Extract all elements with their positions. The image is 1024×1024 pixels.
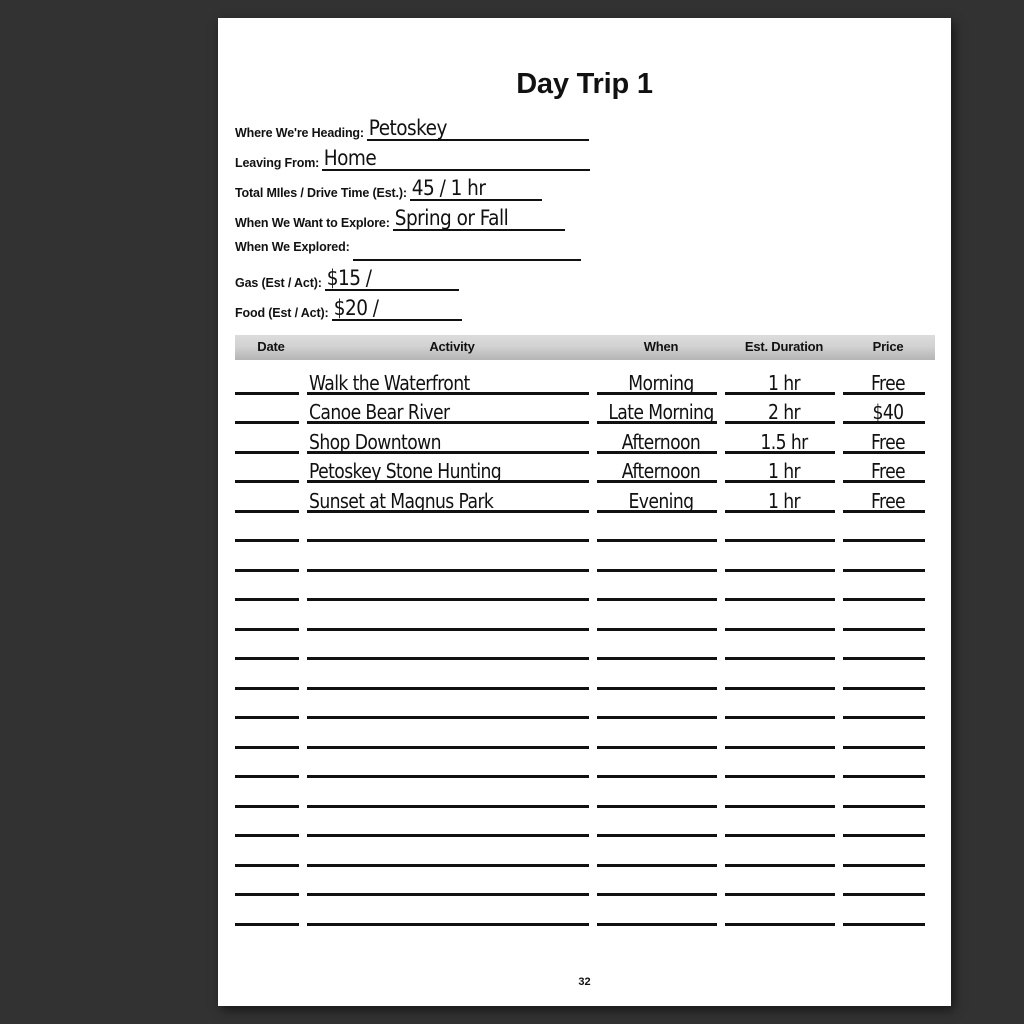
write-in-rule (307, 569, 589, 572)
table-cell-duration[interactable] (725, 634, 843, 664)
table-row (235, 516, 935, 546)
form-field-row (235, 268, 935, 298)
table-cell-when[interactable] (597, 545, 725, 575)
form-field-input[interactable] (353, 238, 581, 261)
table-cell-activity[interactable] (307, 604, 597, 634)
table-row (235, 398, 935, 428)
form-field-value: 45 / 1 hr (411, 176, 486, 200)
table-cell-value: Afternoon (621, 459, 701, 483)
write-in-rule (307, 834, 589, 837)
table-cell-activity[interactable] (307, 840, 597, 870)
table-cell-value: Petoskey Stone Hunting (309, 459, 502, 483)
table-cell-activity[interactable] (307, 811, 597, 841)
write-in-rule (725, 598, 835, 601)
table-cell-activity[interactable] (307, 663, 597, 693)
write-in-rule (725, 893, 835, 896)
form-field-input[interactable] (332, 298, 462, 321)
form-field-row (235, 298, 935, 328)
write-in-rule (235, 893, 299, 896)
table-cell-duration[interactable] (725, 752, 843, 782)
table-cell-date[interactable] (235, 368, 307, 398)
table-cell-when[interactable] (597, 516, 725, 546)
write-in-rule (597, 864, 717, 867)
table-row (235, 781, 935, 811)
page-number: 32 (578, 976, 591, 988)
table-cell-price[interactable] (843, 604, 933, 634)
table-cell-activity[interactable] (307, 781, 597, 811)
table-cell-value: Canoe Bear River (309, 400, 450, 424)
form-field-label: Where We're Heading: (235, 126, 364, 140)
table-cell-price[interactable] (843, 781, 933, 811)
form-field-label: Gas (Est / Act): (235, 276, 322, 290)
table-cell-price[interactable] (843, 722, 933, 752)
write-in-rule (235, 539, 299, 542)
table-cell-price[interactable] (843, 368, 933, 398)
table-cell-when[interactable] (597, 781, 725, 811)
table-cell-when[interactable] (597, 604, 725, 634)
write-in-rule (597, 687, 717, 690)
write-in-rule (597, 716, 717, 719)
table-cell-value: Evening (628, 488, 694, 513)
table-body (235, 368, 935, 929)
table-cell-when[interactable] (597, 457, 725, 487)
table-cell-price[interactable] (843, 870, 933, 900)
write-in-rule (235, 598, 299, 601)
table-cell-duration[interactable] (725, 368, 843, 398)
form-field-label: Leaving From: (235, 156, 320, 170)
table-column-header: Est. Duration (744, 339, 824, 354)
write-in-rule (307, 628, 589, 631)
table-cell-date[interactable] (235, 870, 307, 900)
table-cell-activity[interactable] (307, 722, 597, 752)
table-cell-value: Late Morning (608, 400, 714, 424)
write-in-rule (725, 746, 835, 749)
write-in-rule (235, 716, 299, 719)
table-cell-date[interactable] (235, 427, 307, 457)
trip-info-form (235, 118, 935, 328)
write-in-rule (597, 569, 717, 572)
worksheet-page (218, 18, 951, 1006)
write-in-rule (597, 746, 717, 749)
table-cell-when[interactable] (597, 663, 725, 693)
table-cell-activity[interactable] (307, 427, 597, 457)
table-cell-when[interactable] (597, 870, 725, 900)
form-field-value: Petoskey (368, 116, 447, 140)
write-in-rule (307, 716, 589, 719)
table-cell-when[interactable] (597, 840, 725, 870)
table-cell-date[interactable] (235, 899, 307, 929)
table-cell-value: Free (870, 488, 906, 513)
write-in-rule (843, 539, 925, 542)
write-in-rule (843, 746, 925, 749)
write-in-rule (597, 775, 717, 778)
write-in-rule (597, 805, 717, 808)
table-cell-value: 1 hr (768, 459, 800, 483)
form-field-input[interactable] (410, 178, 542, 201)
write-in-rule (597, 923, 717, 926)
write-in-rule (235, 923, 299, 926)
write-in-rule (843, 716, 925, 719)
write-in-rule (235, 421, 299, 424)
write-in-rule (597, 598, 717, 601)
table-cell-duration[interactable] (725, 486, 843, 516)
table-cell-price[interactable] (843, 516, 933, 546)
write-in-rule (725, 569, 835, 572)
table-cell-price[interactable] (843, 663, 933, 693)
write-in-rule (843, 775, 925, 778)
table-cell-value: 2 hr (768, 400, 800, 424)
table-cell-activity[interactable] (307, 693, 597, 723)
table-row (235, 752, 935, 782)
write-in-rule (235, 628, 299, 631)
table-cell-price[interactable] (843, 398, 933, 428)
write-in-rule (843, 805, 925, 808)
table-row (235, 840, 935, 870)
table-cell-duration[interactable] (725, 811, 843, 841)
write-in-rule (235, 392, 299, 395)
write-in-rule (307, 805, 589, 808)
table-row (235, 427, 935, 457)
write-in-rule (725, 657, 835, 660)
table-row (235, 545, 935, 575)
table-row (235, 870, 935, 900)
form-field-input[interactable] (367, 118, 589, 141)
table-cell-duration[interactable] (725, 899, 843, 929)
table-cell-date[interactable] (235, 752, 307, 782)
table-cell-activity[interactable] (307, 870, 597, 900)
write-in-rule (235, 864, 299, 867)
form-field-input[interactable] (393, 208, 565, 231)
table-cell-value: 1 hr (768, 488, 800, 513)
table-row (235, 899, 935, 929)
write-in-rule (307, 687, 589, 690)
table-cell-when[interactable] (597, 427, 725, 457)
table-cell-when[interactable] (597, 634, 725, 664)
form-field-value: Home (323, 146, 377, 170)
form-field-value: Spring or Fall (394, 206, 508, 230)
table-cell-price[interactable] (843, 486, 933, 516)
form-field-row (235, 238, 935, 268)
write-in-rule (843, 628, 925, 631)
write-in-rule (843, 864, 925, 867)
table-cell-date[interactable] (235, 693, 307, 723)
write-in-rule (843, 657, 925, 660)
table-cell-date[interactable] (235, 634, 307, 664)
table-cell-activity[interactable] (307, 516, 597, 546)
table-cell-activity[interactable] (307, 398, 597, 428)
write-in-rule (597, 539, 717, 542)
table-cell-when[interactable] (597, 368, 725, 398)
write-in-rule (725, 864, 835, 867)
table-cell-when[interactable] (597, 486, 725, 516)
write-in-rule (725, 775, 835, 778)
form-field-label: Total MIles / Drive Time (Est.): (235, 186, 407, 200)
write-in-rule (843, 598, 925, 601)
write-in-rule (235, 805, 299, 808)
write-in-rule (843, 923, 925, 926)
write-in-rule (235, 687, 299, 690)
table-cell-price[interactable] (843, 457, 933, 487)
table-cell-duration[interactable] (725, 545, 843, 575)
table-column-header: When (643, 339, 679, 354)
write-in-rule (235, 834, 299, 837)
table-cell-value: $40 (872, 400, 904, 424)
table-row (235, 604, 935, 634)
form-field-row (235, 118, 935, 148)
form-field-input[interactable] (325, 268, 459, 291)
write-in-rule (307, 746, 589, 749)
table-row (235, 811, 935, 841)
table-row (235, 693, 935, 723)
table-cell-date[interactable] (235, 486, 307, 516)
form-field-label: When We Want to Explore: (235, 216, 390, 230)
table-cell-activity[interactable] (307, 575, 597, 605)
table-cell-date[interactable] (235, 457, 307, 487)
table-column-header: Price (872, 339, 904, 354)
table-cell-duration[interactable] (725, 663, 843, 693)
table-cell-value: 1.5 hr (760, 429, 808, 454)
form-field-row (235, 148, 935, 178)
table-cell-duration[interactable] (725, 516, 843, 546)
table-row (235, 575, 935, 605)
table-cell-when[interactable] (597, 575, 725, 605)
table-cell-when[interactable] (597, 693, 725, 723)
write-in-rule (843, 834, 925, 837)
table-cell-date[interactable] (235, 516, 307, 546)
table-cell-price[interactable] (843, 634, 933, 664)
table-cell-when[interactable] (597, 811, 725, 841)
table-cell-value: 1 hr (768, 370, 800, 395)
write-in-rule (235, 480, 299, 483)
table-cell-duration[interactable] (725, 575, 843, 605)
table-cell-value: Shop Downtown (309, 429, 441, 454)
table-cell-duration[interactable] (725, 840, 843, 870)
table-cell-value: Sunset at Magnus Park (309, 488, 494, 513)
table-cell-duration[interactable] (725, 722, 843, 752)
page-title: Day Trip 1 (516, 68, 653, 100)
table-cell-date[interactable] (235, 398, 307, 428)
table-cell-duration[interactable] (725, 427, 843, 457)
table-cell-price[interactable] (843, 811, 933, 841)
write-in-rule (843, 569, 925, 572)
table-cell-value: Free (870, 370, 906, 395)
table-cell-when[interactable] (597, 398, 725, 428)
table-header-row (235, 335, 935, 360)
table-cell-price[interactable] (843, 575, 933, 605)
table-row (235, 722, 935, 752)
table-cell-activity[interactable] (307, 634, 597, 664)
write-in-rule (235, 569, 299, 572)
write-in-rule (307, 864, 589, 867)
table-cell-duration[interactable] (725, 870, 843, 900)
table-row (235, 663, 935, 693)
form-field-value: $15 / (326, 266, 372, 290)
write-in-rule (235, 510, 299, 513)
table-column-header: Date (257, 339, 285, 354)
form-field-row (235, 208, 935, 238)
table-cell-activity[interactable] (307, 752, 597, 782)
table-cell-activity[interactable] (307, 486, 597, 516)
write-in-rule (307, 923, 589, 926)
write-in-rule (235, 657, 299, 660)
write-in-rule (843, 893, 925, 896)
table-cell-duration[interactable] (725, 604, 843, 634)
table-row (235, 457, 935, 487)
table-cell-value: Morning (628, 370, 694, 395)
table-cell-price[interactable] (843, 427, 933, 457)
form-field-value: $20 / (333, 296, 379, 320)
table-cell-price[interactable] (843, 752, 933, 782)
table-cell-price[interactable] (843, 840, 933, 870)
table-row (235, 486, 935, 516)
table-cell-activity[interactable] (307, 899, 597, 929)
form-field-input[interactable] (322, 148, 590, 171)
write-in-rule (235, 775, 299, 778)
write-in-rule (597, 657, 717, 660)
table-column-header: Activity (429, 339, 475, 354)
table-cell-activity[interactable] (307, 368, 597, 398)
table-cell-date[interactable] (235, 575, 307, 605)
write-in-rule (235, 451, 299, 454)
table-cell-value: Afternoon (621, 429, 701, 454)
table-cell-value: Walk the Waterfront (309, 370, 470, 395)
table-cell-duration[interactable] (725, 693, 843, 723)
table-cell-price[interactable] (843, 899, 933, 929)
write-in-rule (307, 657, 589, 660)
table-cell-activity[interactable] (307, 545, 597, 575)
write-in-rule (725, 716, 835, 719)
table-cell-when[interactable] (597, 722, 725, 752)
table-cell-date[interactable] (235, 722, 307, 752)
table-cell-price[interactable] (843, 545, 933, 575)
table-cell-when[interactable] (597, 899, 725, 929)
table-cell-date[interactable] (235, 781, 307, 811)
table-row (235, 634, 935, 664)
form-field-row (235, 178, 935, 208)
write-in-rule (597, 893, 717, 896)
table-cell-price[interactable] (843, 693, 933, 723)
write-in-rule (725, 628, 835, 631)
table-cell-duration[interactable] (725, 457, 843, 487)
write-in-rule (725, 834, 835, 837)
form-field-label: Food (Est / Act): (235, 306, 329, 320)
table-cell-duration[interactable] (725, 398, 843, 428)
table-cell-date[interactable] (235, 663, 307, 693)
write-in-rule (725, 539, 835, 542)
table-cell-activity[interactable] (307, 457, 597, 487)
table-cell-date[interactable] (235, 545, 307, 575)
table-cell-date[interactable] (235, 811, 307, 841)
table-cell-value: Free (870, 459, 906, 483)
write-in-rule (307, 598, 589, 601)
write-in-rule (725, 687, 835, 690)
table-cell-duration[interactable] (725, 781, 843, 811)
write-in-rule (597, 628, 717, 631)
table-row (235, 368, 935, 398)
write-in-rule (235, 746, 299, 749)
table-cell-date[interactable] (235, 604, 307, 634)
write-in-rule (307, 539, 589, 542)
write-in-rule (307, 775, 589, 778)
table-cell-when[interactable] (597, 752, 725, 782)
write-in-rule (725, 923, 835, 926)
write-in-rule (725, 805, 835, 808)
form-field-label: When We Explored: (235, 240, 350, 254)
table-cell-value: Free (870, 429, 906, 454)
activity-table (235, 335, 935, 929)
write-in-rule (843, 687, 925, 690)
write-in-rule (597, 834, 717, 837)
table-cell-date[interactable] (235, 840, 307, 870)
write-in-rule (307, 893, 589, 896)
